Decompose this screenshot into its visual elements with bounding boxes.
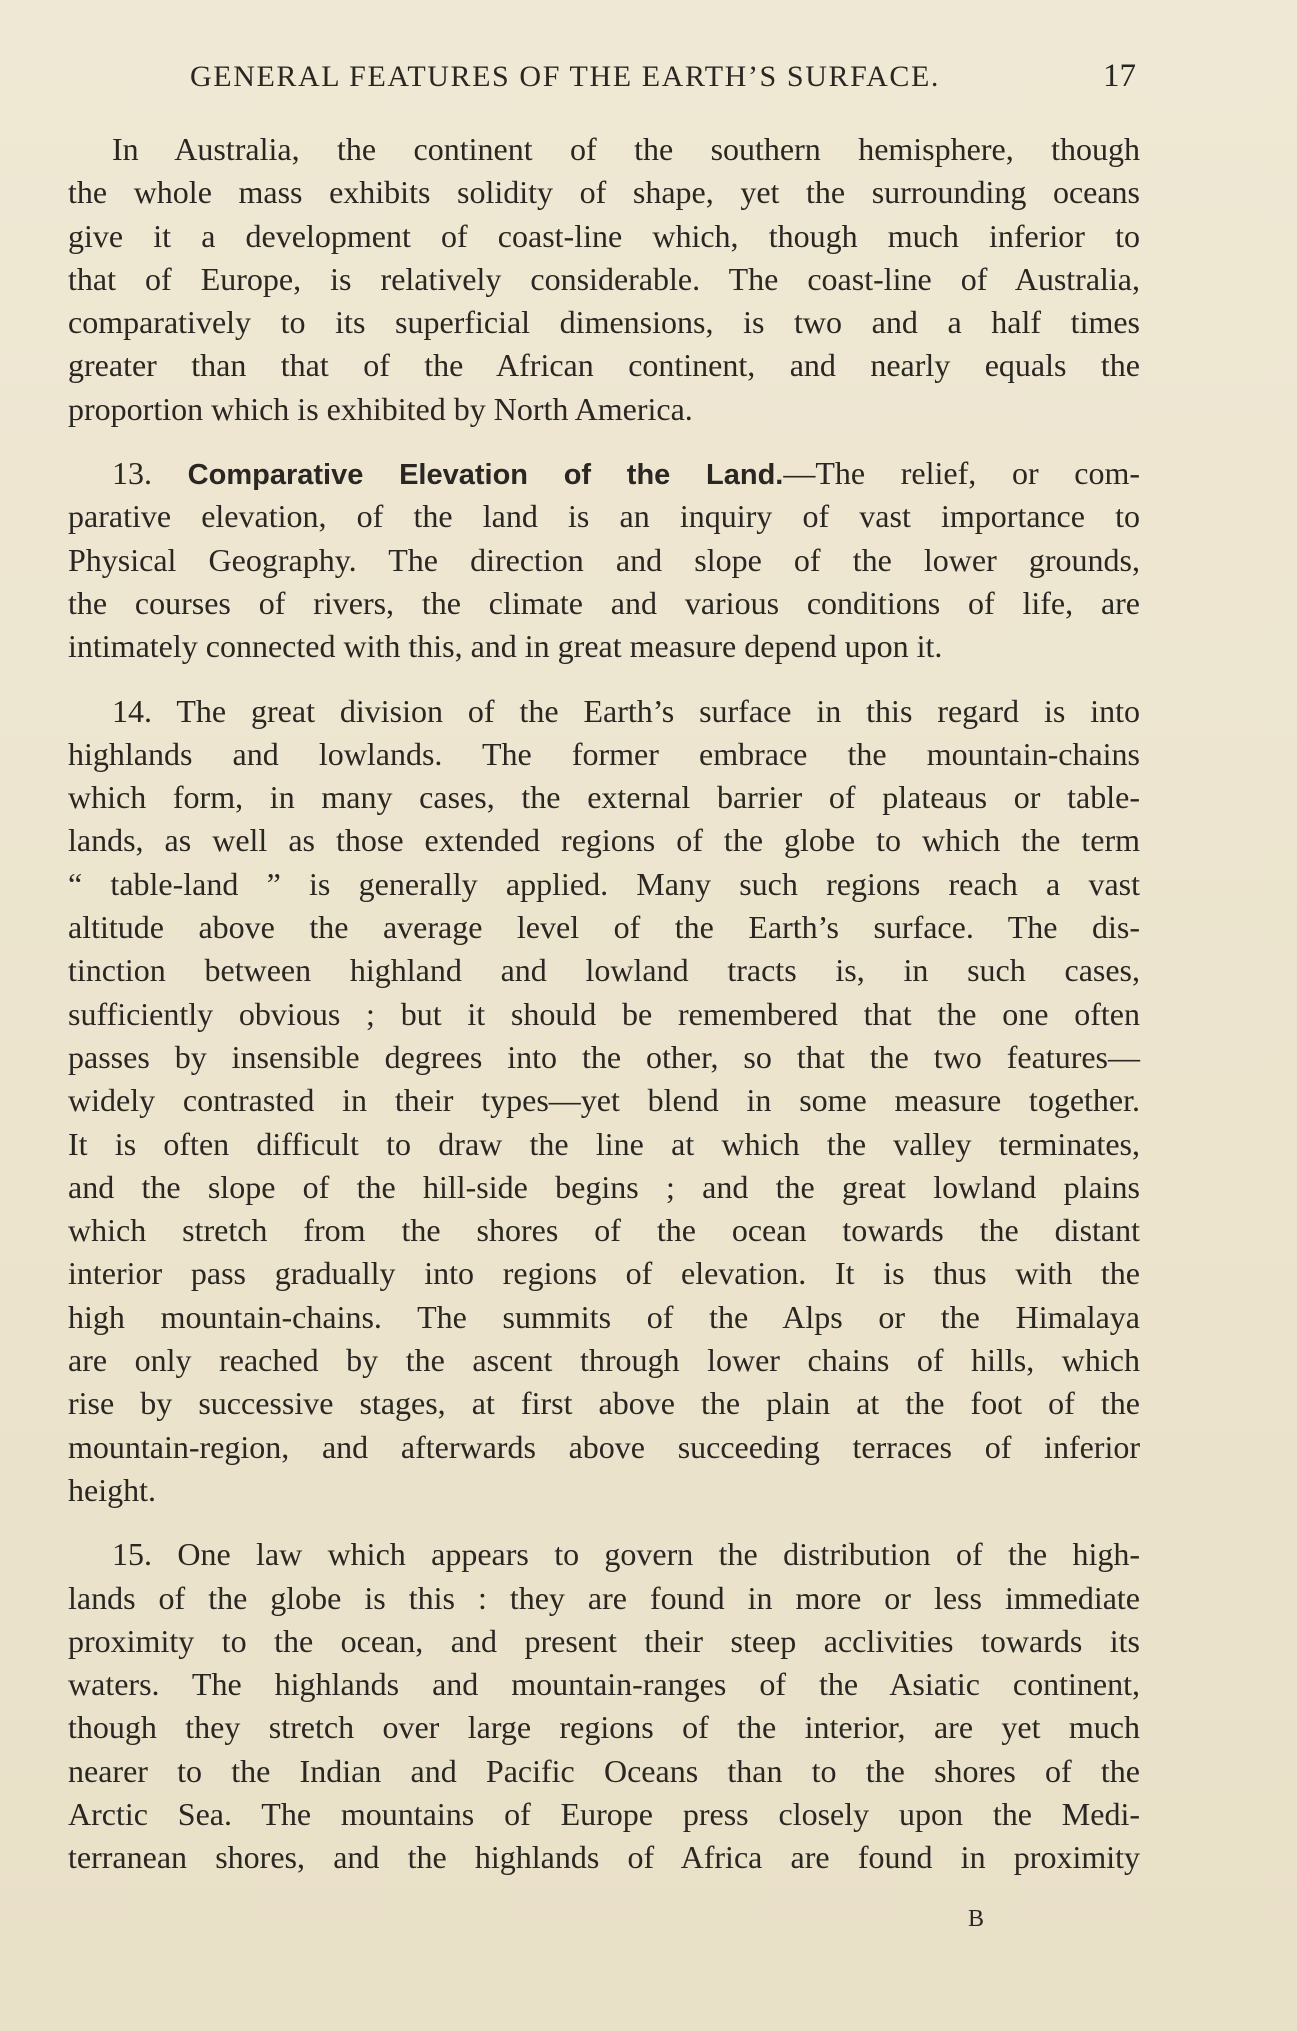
- running-head: [186, 58, 1146, 102]
- text-line: proportion which is exhibited by North America.: [68, 390, 693, 427]
- text-line: altitude above the average level of the Earth’s surface. The dis-: [68, 909, 1140, 946]
- paragraph-14: [68, 690, 1140, 1513]
- text-line: tinction between highland and lowland tracts is, in such cases,: [68, 952, 1140, 989]
- body-text: [68, 128, 1140, 1880]
- text-line: greater than that of the African continent, and nearly equals the: [68, 347, 1140, 384]
- paragraph-australia: [68, 128, 1140, 431]
- text-line: interior pass gradually into regions of elevation. It is thus with the: [68, 1255, 1140, 1292]
- text-line: sufficiently obvious ; but it should be remembered that the one often: [68, 995, 1140, 1032]
- text-line: intimately connected with this, and in great measure depend upon it.: [68, 628, 943, 665]
- text-line: 14. The great division of the Earth’s surface in this regard is into: [112, 692, 1140, 729]
- text-line: It is often difficult to draw the line at which the valley terminates,: [68, 1125, 1140, 1162]
- text-line: which stretch from the shores of the ocean towards the distant: [68, 1212, 1140, 1249]
- text-line: highlands and lowlands. The former embrace the mountain-chains: [68, 735, 1140, 772]
- section-number: 13.: [112, 455, 152, 492]
- text-line: and the slope of the hill-side begins ; and the great lowland plains: [68, 1168, 1140, 1205]
- text-line: lands, as well as those extended regions of the globe to which the term: [68, 822, 1140, 859]
- paragraph-gap: [68, 1512, 1140, 1533]
- text-line: 15. One law which appears to govern the distribution of the high-: [112, 1536, 1140, 1573]
- text-line: the courses of rivers, the climate and various conditions of life, are: [68, 584, 1140, 621]
- text-line: the whole mass exhibits solidity of shape, yet the surrounding oceans: [68, 174, 1140, 211]
- paragraph-gap: [68, 669, 1140, 690]
- paragraph-gap: [68, 431, 1140, 452]
- text-line: nearer to the Indian and Pacific Oceans than to the shores of the: [68, 1752, 1140, 1789]
- section-heading: Comparative Elevation of the Land.: [187, 459, 784, 492]
- paragraph-13: [68, 452, 1140, 668]
- text-line: that of Europe, is relatively considerable. The coast-line of Australia,: [68, 260, 1140, 297]
- paragraph-15: [68, 1533, 1140, 1879]
- text-line: waters. The highlands and mountain-ranges of the Asiatic continent,: [68, 1666, 1140, 1703]
- text-line: passes by insensible degrees into the other, so that the two features—: [68, 1038, 1140, 1075]
- text-line: parative elevation, of the land is an inquiry of vast importance to: [68, 498, 1140, 535]
- text-line: In Australia, the continent of the southern hemisphere, though: [112, 131, 1140, 167]
- text-line: “ table-land ” is generally applied. Many such regions reach a vast: [68, 865, 1140, 902]
- text-line: Physical Geography. The direction and slope of the lower grounds,: [68, 541, 1140, 578]
- text-line: height.: [68, 1471, 156, 1508]
- text-line: high mountain-chains. The summits of the Alps or the Himalaya: [68, 1298, 1140, 1335]
- text-line: terranean shores, and the highlands of Africa are found in proximity: [68, 1839, 1140, 1876]
- text-line: which form, in many cases, the external barrier of plateaus or table-: [68, 779, 1140, 816]
- heading-line-text: —The relief, or com-: [783, 455, 1141, 492]
- text-line: though they stretch over large regions of the interior, are yet much: [68, 1709, 1140, 1746]
- text-line: comparatively to its superficial dimensions, is two and a half times: [68, 304, 1140, 341]
- text-line: give it a development of coast-line which, though much inferior to: [68, 217, 1140, 254]
- section-heading-line: [68, 452, 1140, 495]
- text-line: proximity to the ocean, and present their steep acclivities towards its: [68, 1622, 1140, 1659]
- signature-mark: B: [968, 1906, 986, 1932]
- page-number: 17: [1103, 58, 1136, 94]
- text-line: mountain-region, and afterwards above succeeding terraces of inferior: [68, 1428, 1140, 1465]
- text-line: rise by successive stages, at first above the plain at the foot of the: [68, 1385, 1140, 1422]
- text-line: Arctic Sea. The mountains of Europe press closely upon the Medi-: [68, 1795, 1140, 1832]
- text-line: widely contrasted in their types—yet blend in some measure together.: [68, 1082, 1140, 1119]
- text-line: are only reached by the ascent through lower chains of hills, which: [68, 1342, 1140, 1379]
- running-title: GENERAL FEATURES OF THE EARTH’S SURFACE.: [190, 60, 941, 93]
- text-line: lands of the globe is this : they are found in more or less immediate: [68, 1579, 1140, 1616]
